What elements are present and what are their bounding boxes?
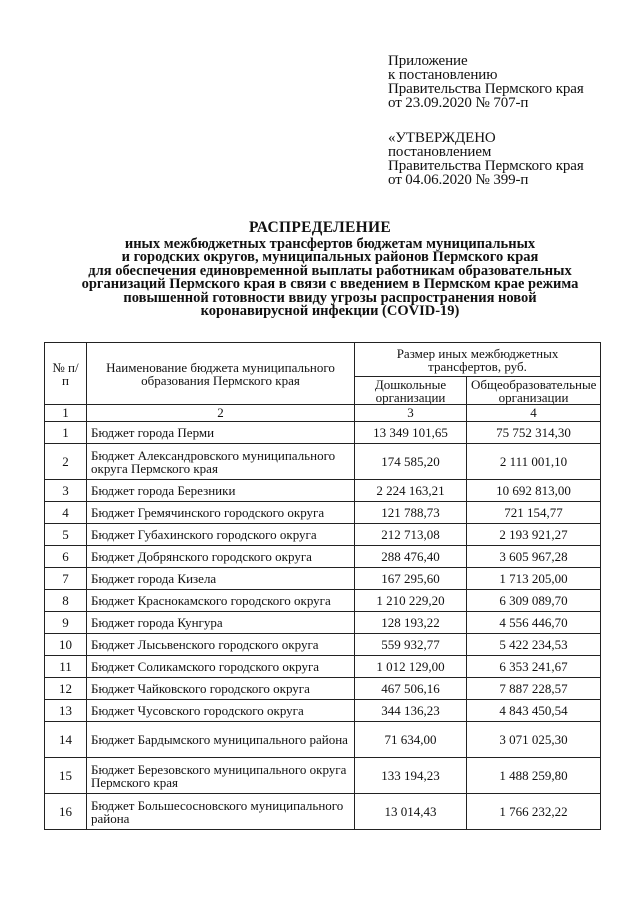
row-preschool-cell: 174 585,20 — [355, 444, 467, 480]
table-header — [45, 343, 601, 405]
row-name-cell: Бюджет Большесосновского муниципального района — [87, 794, 355, 830]
row-preschool-cell: 71 634,00 — [355, 722, 467, 758]
appendix-line: Правительства Пермского края — [388, 81, 584, 97]
row-name-cell: Бюджет Березовского муниципального округа Пермского края — [87, 758, 355, 794]
row-general-cell: 6 353 241,67 — [467, 656, 601, 678]
row-num-cell: 2 — [45, 444, 87, 480]
table-row — [45, 568, 601, 590]
row-preschool-cell: 133 194,23 — [355, 758, 467, 794]
row-preschool-cell: 13 014,43 — [355, 794, 467, 830]
index-cell: 4 — [467, 405, 601, 422]
row-name-cell: Бюджет Чусовского городского округа — [87, 700, 355, 722]
row-preschool-cell: 128 193,22 — [355, 612, 467, 634]
row-num-cell: 5 — [45, 524, 87, 546]
row-general-cell: 3 605 967,28 — [467, 546, 601, 568]
table-row — [45, 590, 601, 612]
table-row — [45, 524, 601, 546]
row-preschool-cell: 559 932,77 — [355, 634, 467, 656]
row-num-cell: 12 — [45, 678, 87, 700]
row-general-cell: 75 752 314,30 — [467, 422, 601, 444]
table-row — [45, 502, 601, 524]
row-preschool-cell: 13 349 101,65 — [355, 422, 467, 444]
row-preschool-cell: 212 713,08 — [355, 524, 467, 546]
approved-note — [388, 131, 638, 187]
approved-line: «УТВЕРЖДЕНО — [388, 130, 496, 146]
approved-line: Правительства Пермского края — [388, 158, 584, 174]
row-name-cell: Бюджет Гремячинского городского округа — [87, 502, 355, 524]
subtitle-line: иных межбюджетных трансфертов бюджетам муниципальных — [124, 236, 536, 252]
row-name-cell: Бюджет Чайковского городского округа — [87, 678, 355, 700]
index-cell: 3 — [355, 405, 467, 422]
row-preschool-cell: 288 476,40 — [355, 546, 467, 568]
table-row — [45, 444, 601, 480]
row-name-cell: Бюджет Краснокамского городского округа — [87, 590, 355, 612]
row-general-cell: 721 154,77 — [467, 502, 601, 524]
subtitle-line: коронавирусной инфекции (COVID-19) — [200, 303, 460, 320]
table-row — [45, 634, 601, 656]
table-row — [45, 722, 601, 758]
appendix-line: Приложение — [388, 53, 468, 69]
row-name-cell: Бюджет Соликамского городского округа — [87, 656, 355, 678]
row-general-cell: 4 556 446,70 — [467, 612, 601, 634]
appendix-line: к постановлению — [388, 67, 498, 83]
table-row — [45, 612, 601, 634]
row-name-cell: Бюджет города Кунгура — [87, 612, 355, 634]
row-num-cell: 13 — [45, 700, 87, 722]
subtitle-line: повышенной готовности ввиду угрозы распространения новой — [123, 289, 537, 306]
row-num-cell: 7 — [45, 568, 87, 590]
table-row — [45, 678, 601, 700]
subtitle-line: для обеспечения единовременной выплаты работникам образовательных — [88, 262, 572, 279]
row-preschool-cell: 2 224 163,21 — [355, 480, 467, 502]
header-num: № п/п — [45, 343, 87, 405]
row-general-cell: 1 488 259,80 — [467, 758, 601, 794]
row-name-cell: Бюджет города Перми — [87, 422, 355, 444]
row-num-cell: 6 — [45, 546, 87, 568]
row-general-cell: 6 309 089,70 — [467, 590, 601, 612]
table-row — [45, 546, 601, 568]
row-num-cell: 16 — [45, 794, 87, 830]
header-general: Общеобразовательные организации — [467, 377, 601, 405]
header-preschool: Дошкольные организации — [355, 377, 467, 405]
header-name: Наименование бюджета муниципального образования Пермского края — [87, 343, 355, 405]
row-general-cell: 4 843 450,54 — [467, 700, 601, 722]
row-name-cell: Бюджет Александровского муниципального округа Пермского края — [87, 444, 355, 480]
row-num-cell: 4 — [45, 502, 87, 524]
index-cell: 2 — [87, 405, 355, 422]
row-name-cell: Бюджет Бардымского муниципального района — [87, 722, 355, 758]
row-general-cell: 5 422 234,53 — [467, 634, 601, 656]
index-row — [45, 405, 601, 422]
appendix-line: от 23.09.2020 № 707-п — [388, 95, 529, 111]
row-general-cell: 2 193 921,27 — [467, 524, 601, 546]
document-subtitle — [60, 238, 600, 318]
table-row — [45, 758, 601, 794]
table-row — [45, 700, 601, 722]
row-name-cell: Бюджет города Кизела — [87, 568, 355, 590]
row-general-cell: 3 071 025,30 — [467, 722, 601, 758]
subtitle-line: организаций Пермского края в связи с введением в Пермском крае режима — [81, 276, 579, 293]
row-name-cell: Бюджет Лысьвенского городского округа — [87, 634, 355, 656]
row-num-cell: 3 — [45, 480, 87, 502]
row-num-cell: 9 — [45, 612, 87, 634]
table-body — [45, 405, 601, 830]
row-name-cell: Бюджет Губахинского городского округа — [87, 524, 355, 546]
row-num-cell: 15 — [45, 758, 87, 794]
row-num-cell: 14 — [45, 722, 87, 758]
approved-line: от 04.06.2020 № 399-п — [388, 172, 529, 188]
row-num-cell: 1 — [45, 422, 87, 444]
row-preschool-cell: 121 788,73 — [355, 502, 467, 524]
row-general-cell: 1 713 205,00 — [467, 568, 601, 590]
table-row — [45, 794, 601, 830]
row-general-cell: 1 766 232,22 — [467, 794, 601, 830]
appendix-note — [388, 54, 638, 110]
row-general-cell: 10 692 813,00 — [467, 480, 601, 502]
approved-line: постановлением — [388, 144, 492, 160]
row-preschool-cell: 167 295,60 — [355, 568, 467, 590]
subtitle-line: и городских округов, муниципальных районов Пермского края — [121, 249, 539, 266]
row-preschool-cell: 344 136,23 — [355, 700, 467, 722]
row-name-cell: Бюджет Добрянского городского округа — [87, 546, 355, 568]
distribution-table — [44, 342, 601, 830]
row-preschool-cell: 467 506,16 — [355, 678, 467, 700]
row-preschool-cell: 1 012 129,00 — [355, 656, 467, 678]
row-name-cell: Бюджет города Березники — [87, 480, 355, 502]
row-preschool-cell: 1 210 229,20 — [355, 590, 467, 612]
table-row — [45, 656, 601, 678]
header-group: Размер иных межбюджетных трансфертов, руб. — [355, 343, 601, 377]
row-general-cell: 2 111 001,10 — [467, 444, 601, 480]
row-num-cell: 10 — [45, 634, 87, 656]
table-row — [45, 422, 601, 444]
table-row — [45, 480, 601, 502]
index-cell: 1 — [45, 405, 87, 422]
row-num-cell: 11 — [45, 656, 87, 678]
row-general-cell: 7 887 228,57 — [467, 678, 601, 700]
row-num-cell: 8 — [45, 590, 87, 612]
document-title: РАСПРЕДЕЛЕНИЕ — [249, 219, 391, 236]
